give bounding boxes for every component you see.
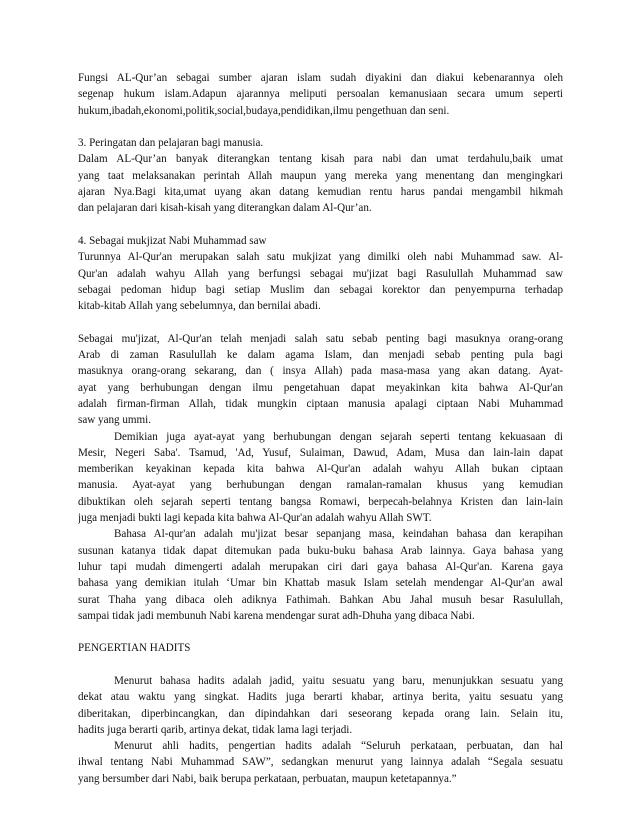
text-line: ayat yang berhubungan dengan ilmu pengetahuan dapat meyakinkan kita bahwa Al-Qur'an <box>78 381 563 394</box>
text-line: memberikan keyakinan kepada kita bahwa Al-Qur'an adalah wahyu Allah bukan ciptaan <box>78 463 563 476</box>
text-line: kitab-kitab Allah yang sebelumnya, dan bernilai abadi. <box>78 300 321 313</box>
text-line: Menurut bahasa hadits adalah jadid, yaitu sesuatu yang baru, menunjukkan sesuatu yang <box>114 674 563 687</box>
text-line: Menurut ahli hadits, pengertian hadits adalah “Seluruh perkataan, perbuatan, dan hal <box>114 740 563 753</box>
text-line: Qur'an adalah wahyu Allah yang berfungsi sebagai mu'jizat bagi Rasulullah Muhammad saw <box>78 267 563 280</box>
text-line: Arab di zaman Rasulullah ke dalam agama Islam, dan menjadi sebab penting pula bagi <box>78 349 563 362</box>
text-line: Bahasa Al-qur'an adalah mu'jizat besar sepanjang masa, keindahan bahasa dan kerapihan <box>114 528 563 541</box>
text-line: yang bersumber dari Nabi, baik berupa perkataan, perbuatan, maupun ketetapannya.” <box>78 772 457 785</box>
text-line: bahasa yang demikian itulah ‘Umar bin Khattab masuk Islam setelah mendengar Al-Qur'an awal <box>78 577 563 590</box>
text-line: surat Thaha yang dibaca oleh adiknya Fathimah. Bahkan Abu Jahal musuh besar Rasulullah, <box>78 593 563 606</box>
text-line: hukum,ibadah,ekonomi,politik,social,budaya,pendidikan,ilmu pengethuan dan seni. <box>78 104 450 117</box>
text-line: diberitakan, diperbincangkan, dan dipindahkan dari seseorang kepada orang lain. Selain itu, <box>78 707 563 720</box>
text-line: sampai tidak jadi membunuh Nabi karena mendengar surat adh-Dhuha yang dibaca Nabi. <box>78 609 475 622</box>
text-line: Dalam AL-Qur’an banyak diterangkan tentang kisah para nabi dan umat terdahulu,baik umat <box>78 153 563 166</box>
text-line: sebagai pedoman hidup bagi setiap Muslim dan sebagai korektor dan penyempurna terhadap <box>78 283 563 296</box>
section-peringatan <box>78 135 563 216</box>
text-line: susunan katanya tidak dapat ditemukan pada buku-buku bahasa Arab lainnya. Gaya bahasa yang <box>78 544 563 557</box>
text-line: yang taat melaksanakan perintah Allah maupun yang mereka yang menentang dan mengingkari <box>78 169 563 182</box>
paragraph-hadits-bahasa <box>78 673 563 738</box>
text-line: hadits juga berarti qarib, artinya dekat, tidak lama lagi terjadi. <box>78 723 353 736</box>
text-line: luhur tapi mudah dimengerti adalah merupakan ciri dari gaya bahasa Al-Qur'an. Karena gaya <box>78 560 563 573</box>
text-line: Mesir, Negeri Saba'. Tsamud, 'Ad, Yusuf, Sulaiman, Dawud, Adam, Musa dan lain-lain dapat <box>78 446 563 459</box>
paragraph-demikian <box>78 429 563 527</box>
hadits-heading: PENGERTIAN HADITS <box>78 642 191 655</box>
paragraph-fungsi <box>78 70 563 119</box>
text-line: ajaran Nya.Bagi kita,umat uyang akan datang kemudian rentu harus pandai mengambil hikmah <box>78 186 563 199</box>
text-line: Demikian juga ayat-ayat yang berhubungan dengan sejarah seperti tentang kekuasaan di <box>114 430 563 443</box>
text-line: dan pelajaran dari kisah-kisah yang diterangkan dalam Al-Qur’an. <box>78 202 372 215</box>
text-line: juga menjadi bukti lagi kepada kita bahwa Al-Qur'an adalah wahyu Allah SWT. <box>78 512 432 525</box>
paragraph-mujizat <box>78 331 563 429</box>
section-heading: 3. Peringatan dan pelajaran bagi manusia. <box>78 137 264 150</box>
text-line: ihwal tentang Nabi Muhammad SAW”, sedangkan menurut yang lainnya adalah “Segala sesuatu <box>78 756 563 769</box>
text-line: Sebagai mu'jizat, Al-Qur'an telah menjadi salah satu sebab penting bagi masuknya orang-orang <box>78 332 563 345</box>
text-line: masuknya orang-orang sekarang, dan ( insya Allah) pada masa-masa yang akan datang. Ayat- <box>78 365 563 378</box>
section-heading: 4. Sebagai mukjizat Nabi Muhammad saw <box>78 234 267 247</box>
text-line: dibuktikan oleh sejarah seperti tentang bangsa Romawi, berpecah-belahnya Kristen dan lain-lain <box>78 495 563 508</box>
text-line: manusia. Ayat-ayat yang berhubungan dengan ramalan-ramalan khusus yang kemudian <box>78 479 563 492</box>
text-line: Turunnya Al-Qur'an merupakan salah satu mukjizat yang dimilki oleh nabi Muhammad saw. Al- <box>78 251 563 264</box>
paragraph-bahasa <box>78 526 563 624</box>
text-line: saw yang ummi. <box>78 414 152 427</box>
section-mukjizat <box>78 233 563 314</box>
text-line: segenap hukum islam.Adapun ajarannya meliputi persoalan kemanusiaan secara umum seperti <box>78 88 563 101</box>
text-line: dekat atau waktu yang singkat. Hadits juga berarti khabar, artinya berita, yaitu sesuatu yang <box>78 691 563 704</box>
text-line: adalah firman-firman Allah, tidak mungkin ciptaan manusia apalagi ciptaan Nabi Muhammad <box>78 397 563 410</box>
paragraph-hadits-ahli <box>78 738 563 787</box>
text-line: Fungsi AL-Qur’an sebagai sumber ajaran islam sudah diyakini dan diakui kebenarannya oleh <box>78 72 563 84</box>
